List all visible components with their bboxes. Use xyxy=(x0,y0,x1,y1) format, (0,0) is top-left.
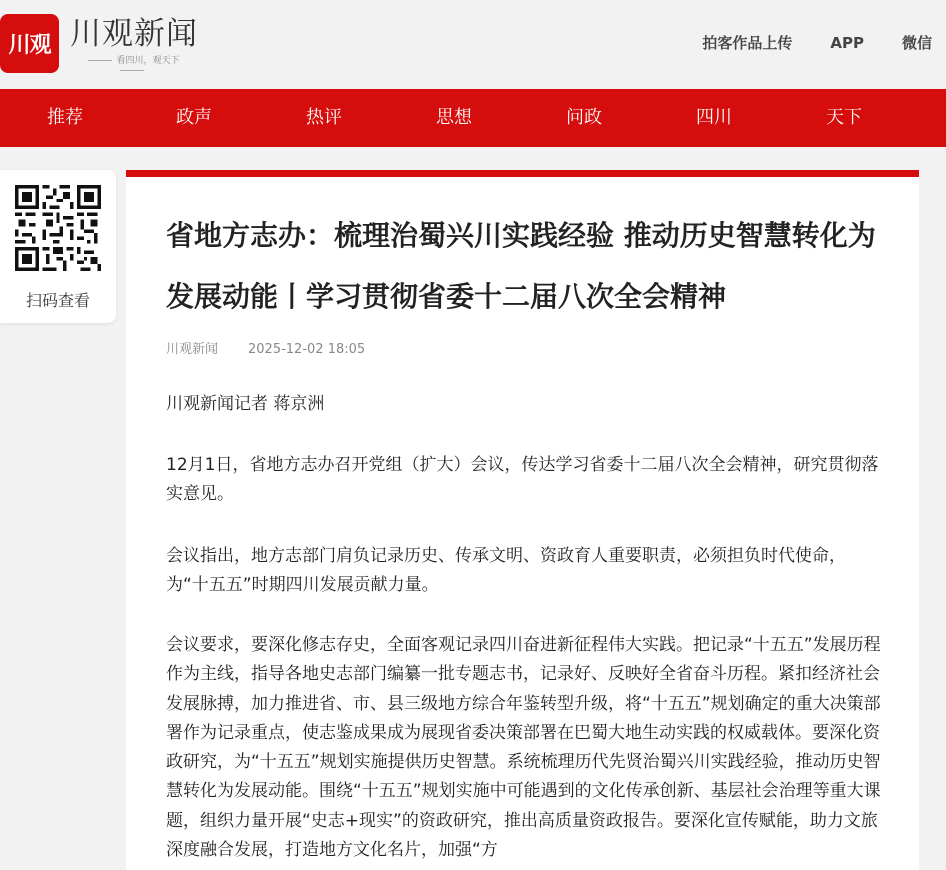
article-meta xyxy=(166,340,365,360)
article-source: 川观新闻 xyxy=(166,342,219,357)
logo-slogan: 看四川，观天下 xyxy=(70,56,194,76)
app-link[interactable]: APP xyxy=(830,34,864,52)
upload-works-link[interactable]: 拍客作品上传 xyxy=(702,34,793,52)
qr-card xyxy=(0,170,116,323)
article-title: 省地方志办：梳理治蜀兴川实践经验 推动历史智慧转化为发展动能丨学习贯彻省委十二届八次全会精神 xyxy=(166,219,876,313)
nav-item-sichuan[interactable]: 四川 xyxy=(696,107,732,128)
site-name-logo[interactable]: 川观新闻 xyxy=(70,16,198,52)
logo-badge[interactable]: 川观 xyxy=(0,14,59,73)
main-nav xyxy=(0,89,946,147)
article-paragraph: 12月1日，省地方志办召开党组（扩大）会议，传达学习省委十二届八次全会精神，研究贯彻落实意见。 xyxy=(166,455,879,505)
qr-label: 扫码查看 xyxy=(25,291,90,310)
top-header xyxy=(0,0,946,89)
nav-item-commentary[interactable]: 热评 xyxy=(306,107,342,128)
qr-code-icon xyxy=(15,185,101,271)
nav-item-thought[interactable]: 思想 xyxy=(436,107,472,128)
nav-item-politics[interactable]: 政声 xyxy=(176,107,212,128)
article-card xyxy=(126,170,919,870)
article-paragraph: 会议指出，地方志部门肩负记录历史、传承文明、资政育人重要职责，必须担负时代使命，为“十五五”时期四川发展贡献力量。 xyxy=(166,546,846,596)
wechat-link[interactable]: 微信 xyxy=(901,34,932,52)
article-paragraph: 会议要求，要深化修志存史，全面客观记录四川奋进新征程伟大实践。把记录“十五五”发展历程作为主线，指导各地史志部门编纂一批专题志书，记录好、反映好全省奋斗历程。紧扣经济社会发展脉搏，加力推进省、市、县三级地方综合年鉴转型升级，将“十五五”规划确定的重大决策部署作为记录重点，使志鉴成果成为展现省委决策部署在巴蜀大地生动实践的权威载体。要深化资政研究，为“十五五”规划实施提供历史智慧。系统梳理历代先贤治蜀兴川实践经验，推动历史智慧转化为发展动能。围绕“十五五”规划实施中可能遇到的文化传承创新、基层社会治理等重大课题，组织力量开展“史志+现实”的资政研究，推出高质量资政报告。要深化宣传赋能，助力文旅深度融合发展，打造地方文化名片，加强“方 xyxy=(166,635,881,861)
nav-item-recommend[interactable]: 推荐 xyxy=(47,107,83,128)
nav-item-inquiry[interactable]: 问政 xyxy=(566,107,602,128)
article-timestamp: 2025-12-02 18:05 xyxy=(248,342,366,357)
article-byline: 川观新闻记者 蒋京洲 xyxy=(166,394,325,414)
nav-item-world[interactable]: 天下 xyxy=(826,107,862,128)
top-links xyxy=(664,33,932,53)
